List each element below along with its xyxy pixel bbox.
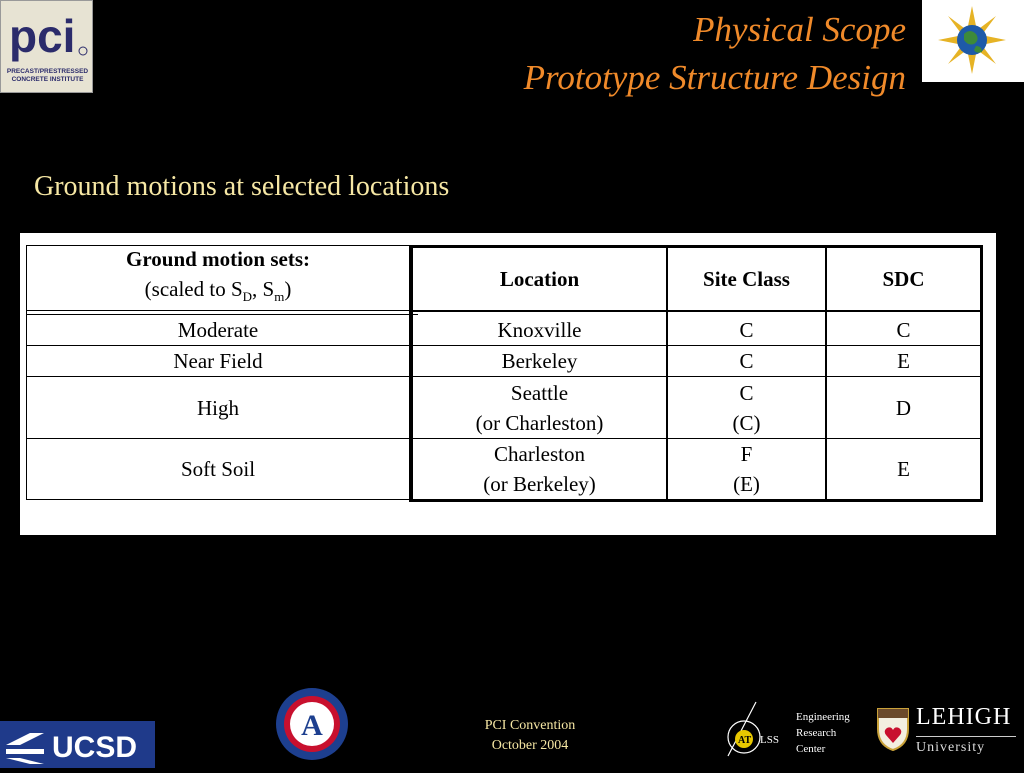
row-near-field-sdc: E: [897, 349, 910, 373]
slide-subtitle: Ground motions at selected locations: [34, 171, 450, 202]
ua-seal-letter: A: [301, 709, 323, 742]
header-sdc: SDC: [882, 267, 925, 291]
row-near-field-site-class: C: [739, 349, 754, 373]
nsf-logo: [922, 0, 1024, 82]
row-high-sdc: D: [895, 395, 912, 420]
pci-logo: [0, 0, 93, 93]
header-site-class: Site Class: [703, 267, 790, 291]
title-line-1: Physical Scope: [693, 10, 906, 49]
row-high-location: Seattle (or Charleston): [475, 380, 604, 435]
row-moderate-site-class: C: [739, 317, 754, 342]
atlss-lss: LSS: [760, 734, 779, 746]
ucsd-logo: [0, 721, 155, 768]
atlss-logo-mark: [724, 700, 792, 760]
row-moderate-set: Moderate: [177, 317, 259, 342]
ucsd-wordmark: UCSD: [52, 731, 138, 764]
pci-logo-mark: [5, 7, 89, 65]
row-moderate-sdc: C: [896, 317, 911, 342]
row-high-site-class: C (C): [732, 380, 761, 435]
lehigh-university: University: [916, 740, 986, 755]
row-high-set: High: [197, 395, 239, 420]
footer-caption: [430, 716, 630, 756]
conference-date: October 2004: [491, 738, 569, 753]
row-near-field-location: Berkeley: [501, 349, 578, 373]
row-moderate-location: Knoxville: [497, 317, 582, 342]
atlss-logo: [724, 700, 792, 760]
row-soft-soil-set: Soft Soil: [180, 457, 256, 481]
pci-wordmark: pci: [9, 10, 76, 62]
header-ground-motion-sets: Ground motion sets: (scaled to $S_D$, $S_m$): [126, 246, 310, 305]
slide-title: [524, 6, 906, 102]
row-soft-soil-site-class: F (E): [733, 442, 760, 496]
atlss-at: AT: [738, 735, 752, 746]
ucsd-logo-mark: [0, 721, 155, 768]
lehigh-name: LEHIGH: [916, 704, 1012, 730]
nsf-globe-icon: [922, 0, 1024, 82]
row-soft-soil-sdc: E: [897, 457, 910, 481]
row-soft-soil-location: Charleston (or Berkeley): [483, 442, 596, 496]
pci-caption: PRECAST/PRESTRESSED CONCRETE INSTITUTE: [6, 68, 89, 83]
ua-seal-icon: [274, 686, 350, 762]
lehigh-divider: [916, 736, 1016, 737]
row-near-field-set: Near Field: [173, 349, 263, 373]
title-line-2: Prototype Structure Design: [523, 58, 906, 97]
conference-name: PCI Convention: [484, 718, 576, 733]
lehigh-shield-icon: [876, 707, 910, 751]
ground-motion-table: [20, 233, 996, 535]
civil-engineering-seal: [274, 686, 350, 762]
erc-label: Engineering Research Center: [796, 711, 850, 755]
header-location: Location: [499, 267, 580, 291]
